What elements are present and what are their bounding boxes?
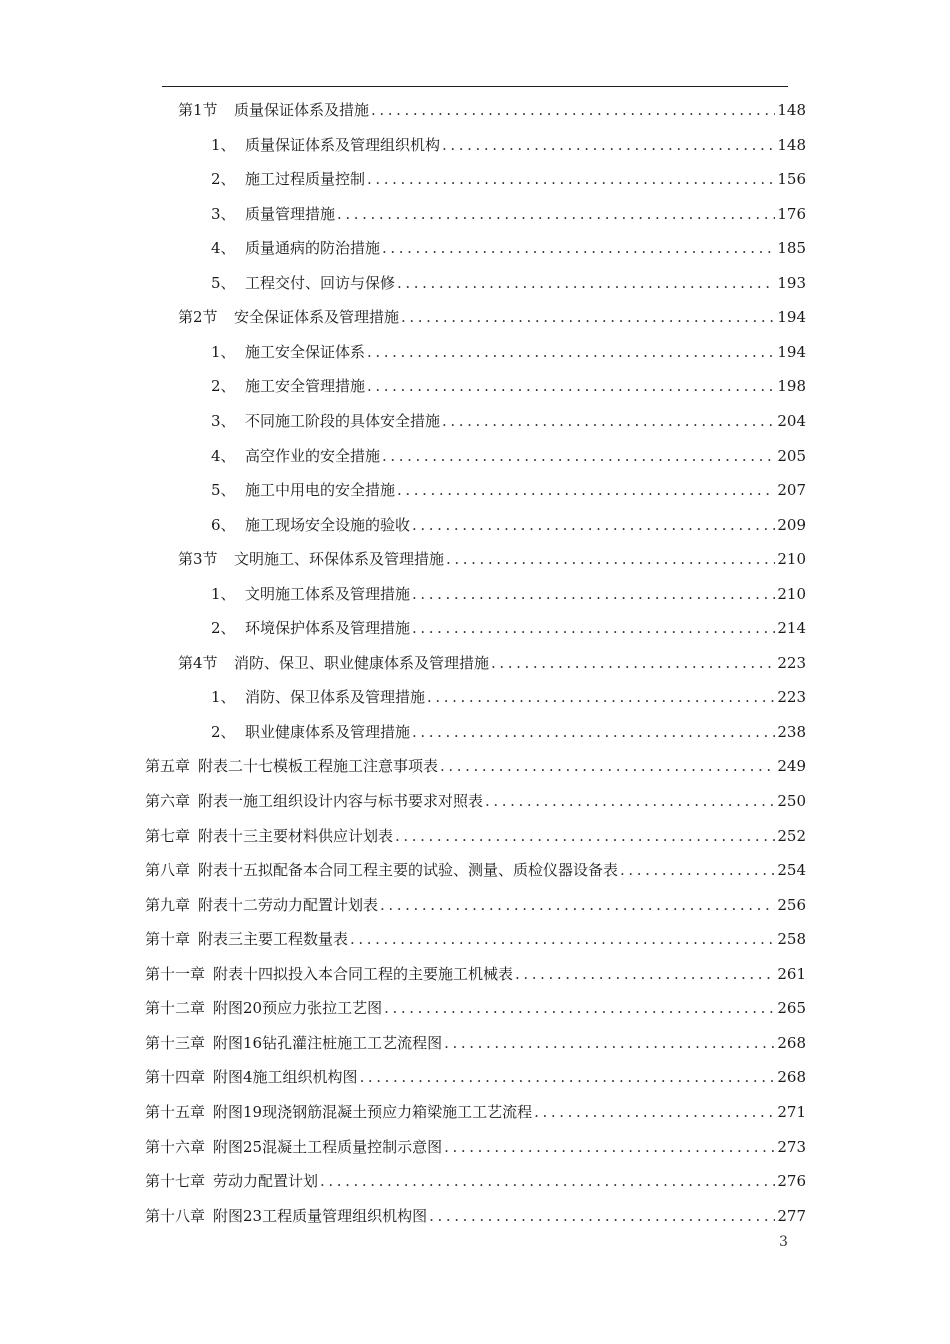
toc-entry-page: 256: [777, 895, 806, 914]
toc-entry-page: 252: [777, 826, 806, 845]
toc-entry-section[interactable]: [178, 651, 806, 675]
toc-entry-number: 第十章: [145, 930, 191, 949]
toc-entry-page: 148: [777, 135, 806, 154]
toc-entry-page: 210: [777, 584, 806, 603]
toc-entry-number: 2、: [211, 722, 236, 741]
dot-leader: [350, 927, 775, 951]
dot-leader: [412, 616, 775, 640]
toc-entry-title: 施工安全保证体系: [245, 342, 366, 361]
dot-leader: [337, 202, 775, 226]
toc-entry-number: 第八章: [145, 861, 191, 880]
toc-entry-chapter[interactable]: [145, 1100, 806, 1124]
dot-leader: [412, 582, 775, 606]
page-number: 3: [779, 1234, 788, 1250]
dot-leader: [442, 133, 775, 157]
toc-entry-title: 附表十二劳动力配置计划表: [198, 895, 379, 914]
dot-leader: [412, 720, 775, 744]
toc-entry-number: 第五章: [145, 757, 191, 776]
dot-leader: [367, 167, 775, 191]
toc-entry-item[interactable]: [211, 513, 806, 537]
toc-entry-title: 附表十四拟投入本合同工程的主要施工机械表: [213, 964, 514, 983]
toc-entry-number: 第十六章: [145, 1137, 206, 1156]
toc-entry-chapter[interactable]: [145, 996, 806, 1020]
toc-entry-number: 6、: [211, 515, 236, 534]
toc-entry-title: 工程交付、回访与保修: [245, 273, 396, 292]
toc-entry-page: 205: [777, 446, 806, 465]
toc-entry-number: 3、: [211, 411, 236, 430]
toc-entry-page: 223: [777, 688, 806, 707]
toc-entry-page: 258: [777, 930, 806, 949]
toc-entry-section[interactable]: [178, 98, 806, 122]
toc-entry-number: 第十一章: [145, 964, 206, 983]
toc-entry-number: 5、: [211, 481, 236, 500]
toc-entry-page: 277: [777, 1206, 806, 1225]
toc-entry-title: 质量管理措施: [245, 204, 336, 223]
toc-entry-title: 职业健康体系及管理措施: [245, 722, 411, 741]
toc-entry-title: 施工过程质量控制: [245, 170, 366, 189]
toc-entry-number: 第六章: [145, 792, 191, 810]
toc-entry-number: 3、: [211, 204, 236, 223]
toc-entry-page: 271: [777, 1102, 806, 1121]
toc-entry-title: 安全保证体系及管理措施: [234, 308, 400, 327]
toc-entry-page: 268: [777, 1033, 806, 1052]
toc-entry-chapter[interactable]: [145, 858, 806, 882]
dot-leader: [367, 340, 775, 364]
dot-leader: [485, 789, 775, 813]
dot-leader: [320, 1169, 775, 1193]
dot-leader: [395, 824, 775, 848]
toc-entry-chapter[interactable]: [145, 789, 806, 813]
toc-entry-title: 文明施工、环保体系及管理措施: [234, 550, 445, 569]
toc-entry-number: 2、: [211, 619, 236, 638]
dot-leader: [397, 478, 775, 502]
toc-entry-title: 施工现场安全设施的验收: [245, 515, 411, 534]
toc-entry-page: 193: [777, 273, 806, 292]
toc-entry-number: 1、: [211, 342, 236, 361]
toc-entry-item[interactable]: [211, 236, 806, 260]
toc-entry-title: 附表二十七模板工程施工注意事项表: [198, 757, 439, 776]
toc-entry-page: 254: [777, 861, 806, 880]
toc-entry-item[interactable]: [211, 133, 806, 157]
toc-entry-page: 194: [777, 308, 806, 327]
toc-entry-number: 1、: [211, 584, 236, 603]
toc-entry-item[interactable]: [211, 685, 806, 709]
toc-entry-page: 148: [777, 101, 806, 119]
toc-entry-item[interactable]: [211, 409, 806, 433]
toc-entry-page: 268: [777, 1068, 806, 1087]
toc-entry-page: 238: [777, 722, 806, 741]
toc-entry-chapter[interactable]: [145, 962, 806, 986]
toc-entry-chapter[interactable]: [145, 1169, 806, 1193]
toc-entry-page: 214: [777, 619, 806, 638]
toc-entry-item[interactable]: [211, 374, 806, 398]
toc-entry-chapter[interactable]: [145, 927, 806, 951]
dot-leader: [444, 1135, 775, 1159]
dot-leader: [371, 98, 775, 122]
toc-entry-number: 4、: [211, 239, 236, 258]
toc-entry-number: 第3节: [178, 550, 218, 569]
toc-entry-number: 第十二章: [145, 999, 206, 1018]
toc-entry-title: 附表三主要工程数量表: [198, 930, 349, 949]
toc-entry-item[interactable]: [211, 340, 806, 364]
toc-entry-title: 附表十三主要材料供应计划表: [198, 826, 394, 845]
toc-entry-title: 消防、保卫、职业健康体系及管理措施: [234, 653, 490, 672]
toc-entry-page: 273: [777, 1137, 806, 1156]
toc-entry-number: 4、: [211, 446, 236, 465]
toc-entry-title: 消防、保卫体系及管理措施: [245, 688, 426, 707]
toc-entry-page: 156: [777, 170, 806, 189]
toc-entry-page: 223: [777, 653, 806, 672]
dot-leader: [440, 754, 775, 778]
toc-entry-page: 198: [777, 377, 806, 396]
dot-leader: [412, 513, 775, 537]
toc-entry-section[interactable]: [178, 305, 806, 329]
toc-entry-title: 施工中用电的安全措施: [245, 481, 396, 500]
toc-entry-title: 不同施工阶段的具体安全措施: [245, 411, 441, 430]
dot-leader: [380, 893, 775, 917]
toc-entry-number: 1、: [211, 135, 236, 154]
toc-entry-number: 第十七章: [145, 1172, 206, 1191]
toc-entry-number: 1、: [211, 688, 236, 707]
toc-entry-item[interactable]: [211, 720, 806, 744]
toc-entry-number: 5、: [211, 273, 236, 292]
toc-entry-item[interactable]: [211, 167, 806, 191]
toc-entry-chapter[interactable]: [145, 1135, 806, 1159]
toc-entry-title: 附图19现浇钢筋混凝土预应力箱梁施工工艺流程: [213, 1102, 533, 1121]
toc-entry-chapter[interactable]: [145, 824, 806, 848]
toc-entry-chapter[interactable]: [145, 1031, 806, 1055]
toc-entry-page: 204: [777, 411, 806, 430]
dot-leader: [429, 1204, 775, 1228]
dot-leader: [442, 409, 775, 433]
toc-entry-number: 第4节: [178, 653, 218, 672]
toc-entry-item[interactable]: [211, 616, 806, 640]
toc-entry-item[interactable]: [211, 582, 806, 606]
header-rule: [162, 86, 788, 87]
dot-leader: [401, 305, 775, 329]
toc-entry-number: 第七章: [145, 826, 191, 845]
dot-leader: [382, 444, 775, 468]
toc-entry-number: 第2节: [178, 308, 218, 327]
dot-leader: [367, 374, 775, 398]
toc-entry-title: 施工安全管理措施: [245, 377, 366, 396]
toc-entry-number: 第十三章: [145, 1033, 206, 1052]
toc-entry-title: 附图20预应力张拉工艺图: [213, 999, 383, 1018]
toc-entry-title: 附表一施工组织设计内容与标书要求对照表: [198, 792, 484, 810]
dot-leader: [515, 962, 775, 986]
toc-entry-item[interactable]: [211, 444, 806, 468]
dot-leader: [491, 651, 775, 675]
dot-leader: [384, 996, 775, 1020]
toc-entry-item[interactable]: [211, 202, 806, 226]
toc-entry-number: 2、: [211, 170, 236, 189]
toc-entry-page: 185: [777, 239, 806, 258]
toc-entry-title: 质量保证体系及措施: [234, 101, 370, 119]
toc-entry-number: 第九章: [145, 895, 191, 914]
toc-entry-title: 附图4施工组织机构图: [213, 1068, 358, 1087]
toc-entry-title: 附图23工程质量管理组织机构图: [213, 1206, 428, 1225]
toc-entry-number: 第十五章: [145, 1102, 206, 1121]
toc-entry-title: 质量通病的防治措施: [245, 239, 381, 258]
toc-entry-number: 第十四章: [145, 1068, 206, 1087]
toc-entry-number: 第十八章: [145, 1206, 206, 1225]
toc-entry-page: 276: [777, 1172, 806, 1191]
toc-entry-title: 附图16钻孔灌注桩施工工艺流程图: [213, 1033, 443, 1052]
dot-leader: [444, 1031, 775, 1055]
toc-entry-title: 环境保护体系及管理措施: [245, 619, 411, 638]
toc-entry-page: 261: [777, 964, 806, 983]
toc-entry-section[interactable]: [178, 547, 806, 571]
dot-leader: [534, 1100, 775, 1124]
dot-leader: [446, 547, 775, 571]
toc-entry-page: 176: [777, 204, 806, 223]
toc-entry-title: 文明施工体系及管理措施: [245, 584, 411, 603]
toc-entry-page: 207: [777, 481, 806, 500]
toc-entry-item[interactable]: [211, 478, 806, 502]
toc-entry-title: 附图25混凝土工程质量控制示意图: [213, 1137, 443, 1156]
toc-entry-page: 250: [777, 792, 806, 810]
toc-entry-number: 2、: [211, 377, 236, 396]
toc-entry-page: 265: [777, 999, 806, 1018]
toc-entry-page: 194: [777, 342, 806, 361]
dot-leader: [360, 1065, 776, 1089]
dot-leader: [382, 236, 775, 260]
toc-entry-chapter[interactable]: [145, 1065, 806, 1089]
toc-entry-chapter[interactable]: [145, 893, 806, 917]
toc-entry-title: 附表十五拟配备本合同工程主要的试验、测量、质检仪器设备表: [198, 861, 619, 880]
dot-leader: [427, 685, 775, 709]
toc-entry-item[interactable]: [211, 271, 806, 295]
toc-entry-chapter[interactable]: [145, 1204, 806, 1228]
toc-entry-page: 249: [777, 757, 806, 776]
dot-leader: [620, 858, 775, 882]
toc-entry-title: 高空作业的安全措施: [245, 446, 381, 465]
toc-entry-title: 质量保证体系及管理组织机构: [245, 135, 441, 154]
toc-entry-page: 210: [777, 550, 806, 569]
toc-entry-title: 劳动力配置计划: [213, 1172, 319, 1191]
toc-entry-number: 第1节: [178, 101, 218, 119]
dot-leader: [397, 271, 775, 295]
toc-entry-chapter[interactable]: [145, 754, 806, 778]
toc-entry-page: 209: [777, 515, 806, 534]
